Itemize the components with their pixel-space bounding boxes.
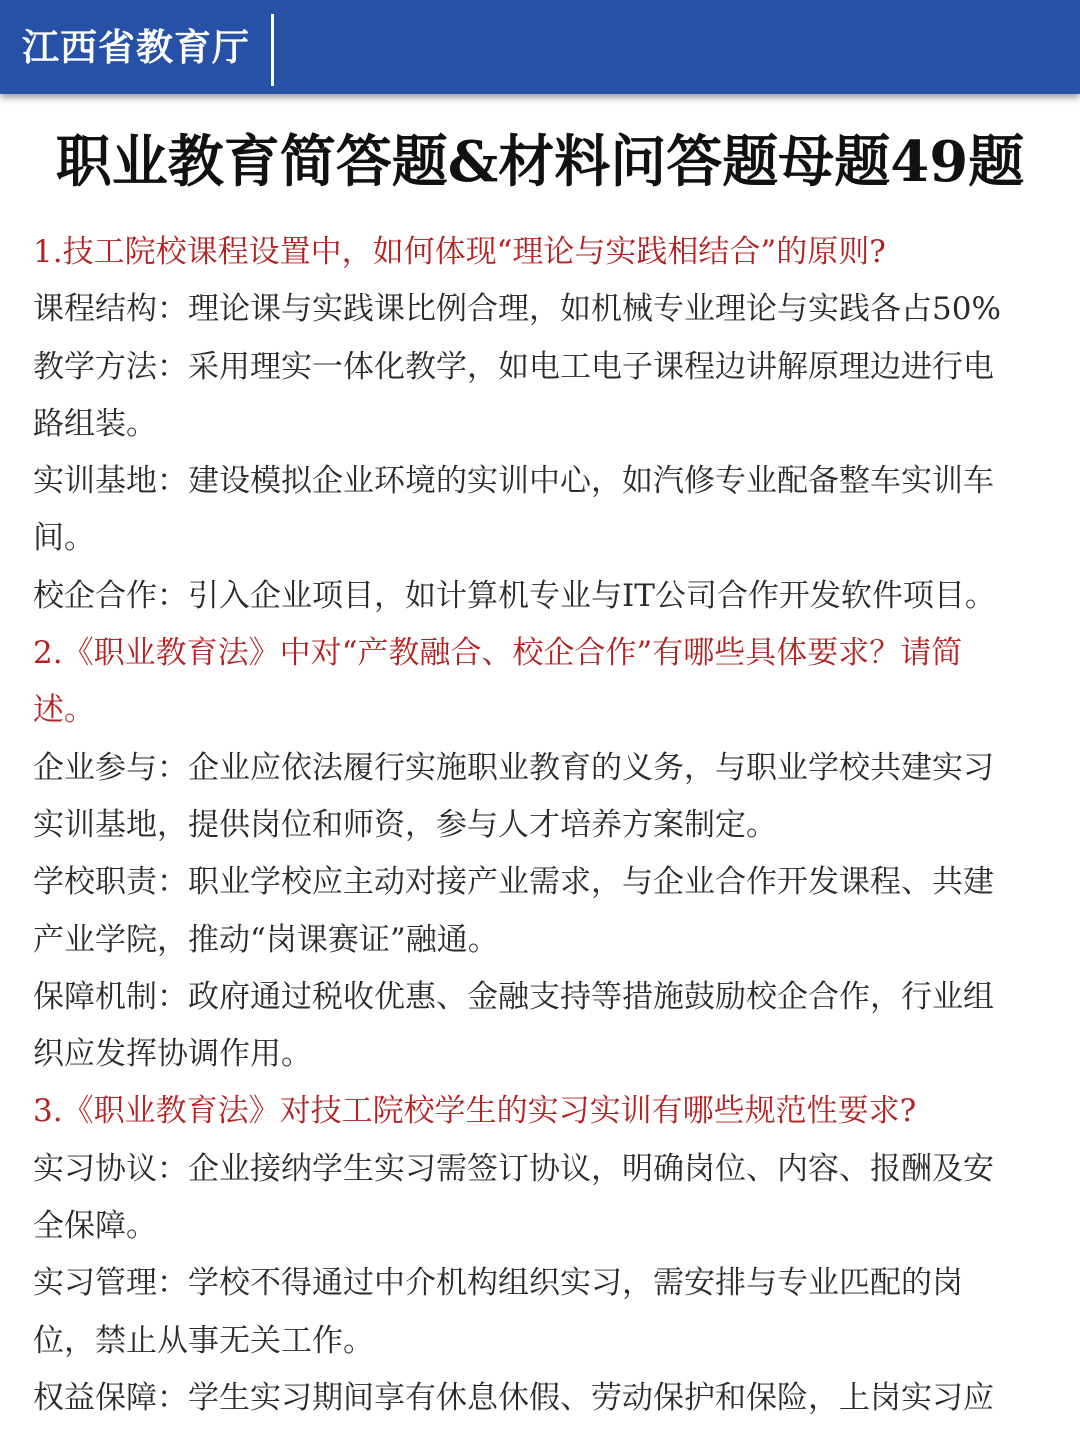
answer-line: 教学方法：采用理实一体化教学，如电工电子课程边讲解原理边进行电: [33, 348, 994, 385]
answer-line: 产业学院，推动“岗课赛证”融通。: [33, 921, 499, 958]
question-line: 1.技工院校课程设置中，如何体现“理论与实践相结合”的原则?: [33, 234, 886, 270]
header-divider: [271, 14, 274, 86]
answer-line: 实习协议：企业接纳学生实习需签订协议，明确岗位、内容、报酬及安: [33, 1150, 994, 1187]
answer-line: 织应发挥协调作用。: [33, 1036, 312, 1073]
answer-line: 学校职责：职业学校应主动对接产业需求，与企业合作开发课程、共建: [33, 864, 994, 901]
answer-line: 企业参与：企业应依法履行实施职业教育的义务，与职业学校共建实习: [33, 749, 994, 786]
page-title: 职业教育简答题&材料问答题母题49题: [55, 129, 1025, 195]
answer-line: 实训基地：建设模拟企业环境的实训中心，如汽修专业配备整车实训车: [33, 463, 994, 500]
article-body: [33, 224, 1048, 1427]
answer-line: 全保障。: [33, 1208, 157, 1245]
question-line: 述。: [33, 692, 95, 729]
answer-line: 路组装。: [33, 405, 157, 442]
question-line: 3.《职业教育法》对技工院校学生的实习实训有哪些规范性要求?: [33, 1093, 917, 1130]
answer-line: 保障机制：政府通过税收优惠、金融支持等措施鼓励校企合作，行业组: [33, 978, 994, 1015]
org-name: 江西省教育厅: [22, 26, 250, 69]
answer-line: 权益保障：学生实习期间享有休息休假、劳动保护和保险，上岗实习应: [33, 1379, 994, 1416]
answer-line: 实习管理：学校不得通过中介机构组织实习，需安排与专业匹配的岗: [33, 1265, 963, 1302]
answer-line: 课程结构：理论课与实践课比例合理，如机械专业理论与实践各占50%: [33, 291, 1001, 328]
question-line: 2.《职业教育法》中对“产教融合、校企合作”有哪些具体要求？请简: [33, 635, 963, 672]
answer-line: 位，禁止从事无关工作。: [33, 1322, 374, 1359]
answer-line: 实训基地，提供岗位和师资，参与人才培养方案制定。: [33, 806, 777, 843]
answer-line: 校企合作：引入企业项目，如计算机专业与IT公司合作开发软件项目。: [33, 577, 996, 614]
header-bar: [0, 0, 1080, 94]
answer-line: 间。: [33, 520, 95, 557]
